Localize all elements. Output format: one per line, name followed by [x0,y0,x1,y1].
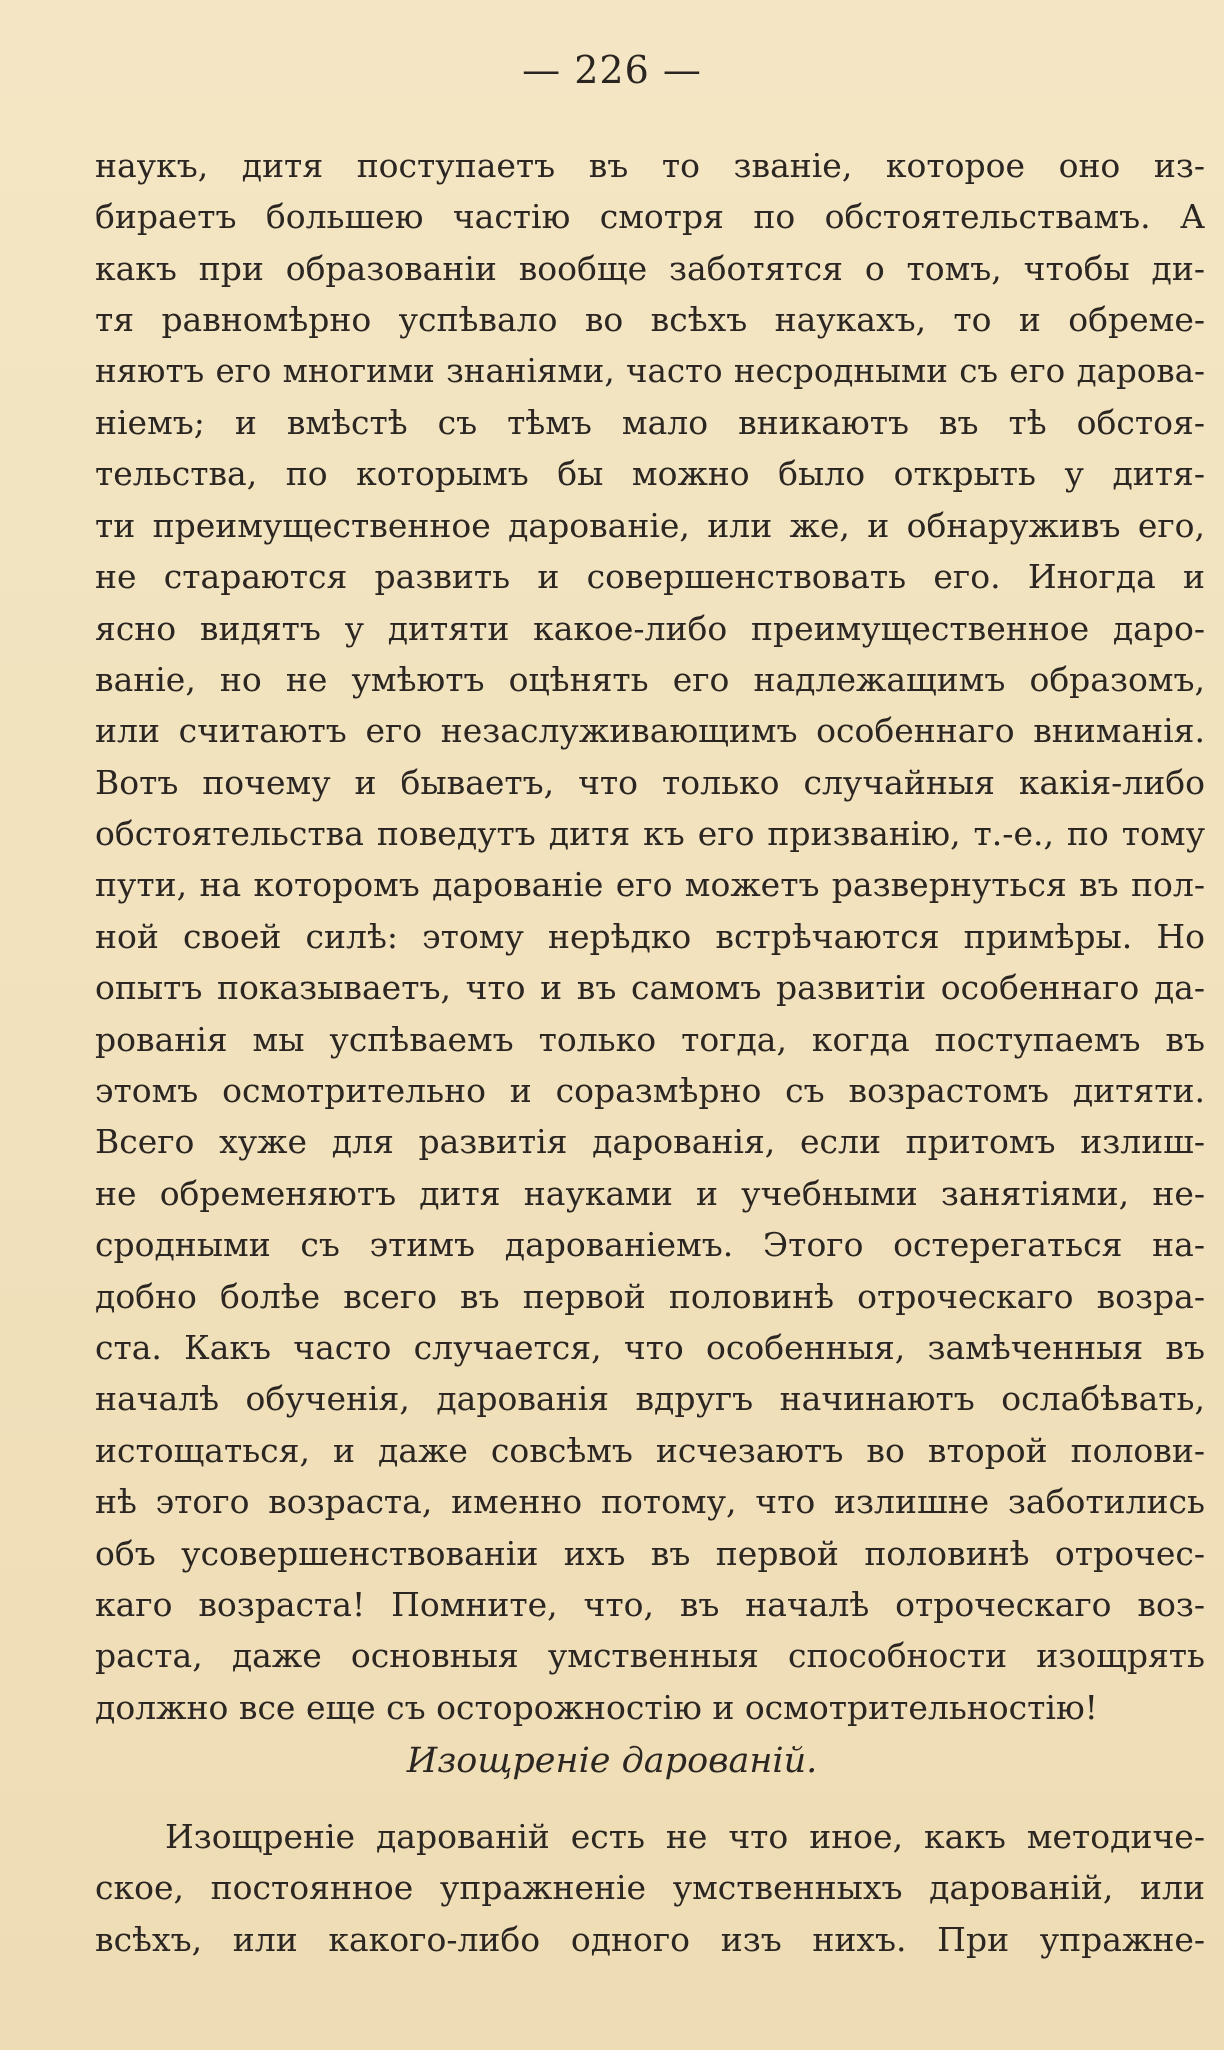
text-line: бираетъ большею частію смотря по обстоятельствамъ. А [95,197,1205,237]
text-line: рованія мы успѣваемъ только тогда, когда поступаемъ въ [95,1019,1205,1059]
section-text [95,1811,1205,1965]
text-line: истощаться, и даже совсѣмъ исчезаютъ во второй полови- [95,1430,1205,1470]
text-line: началѣ обученія, дарованія вдругъ начинаютъ ослабѣвать, [95,1379,1205,1419]
text-line: пути, на которомъ дарованіе его можетъ развернуться въ пол- [95,865,1205,905]
text-line: Изощреніе дарованій есть не что иное, какъ методиче- [165,1817,1205,1856]
text-line: не обременяютъ дитя науками и учебными занятіями, не- [95,1173,1205,1213]
text-line: всѣхъ, или какого-либо одного изъ нихъ. При упражне- [95,1919,1205,1959]
text-line: ста. Какъ часто случается, что особенныя, замѣченныя въ [95,1327,1205,1367]
text-line: раста, даже основныя умственныя способности изощрять [95,1636,1205,1676]
section-heading: Изощреніе дарованій. [406,1741,818,1781]
text-line: тя равномѣрно успѣвало во всѣхъ наукахъ, то и обреме- [95,300,1205,340]
text-line: не стараются развить и совершенствовать его. Иногда и [95,557,1205,597]
text-line: ское, постоянное упражненіе умственныхъ дарованій, или [95,1868,1205,1908]
text-line: обстоятельства поведутъ дитя къ его призванію, т.-е., по тому [95,814,1205,854]
text-line: няютъ его многими знаніями, часто несродными съ его дарова- [95,351,1205,390]
text-line: опытъ показываетъ, что и въ самомъ развитіи особеннаго да- [95,968,1205,1008]
text-line: Вотъ почему и бываетъ, что только случайныя какія-либо [95,762,1205,802]
text-line: наукъ, дитя поступаетъ въ то званіе, которое оно из- [95,146,1205,185]
text-line: или считаютъ его незаслуживающимъ особеннаго вниманія. [95,711,1205,751]
text-line: какъ при образованіи вообще заботятся о томъ, чтобы ди- [95,248,1205,288]
text-line: добно болѣе всего въ первой половинѣ отроческаго возра- [95,1276,1205,1316]
text-line: ваніе, но не умѣютъ оцѣнять его надлежащимъ образомъ, [95,659,1205,699]
text-line: ти преимущественное дарованіе, или же, и обнаруживъ его, [95,505,1205,545]
text-line: объ усовершенствованіи ихъ въ первой половинѣ отрочес- [95,1533,1205,1573]
text-line: каго возраста! Помните, что, въ началѣ отроческаго воз- [95,1584,1205,1624]
page-number: — 226 — [522,48,702,92]
body-text [95,140,1205,1733]
text-line: этомъ осмотрительно и соразмѣрно съ возрастомъ дитяти. [95,1071,1205,1111]
text-line: ной своей силѣ: этому нерѣдко встрѣчаются примѣры. Но [95,916,1205,956]
text-line: тельства, по которымъ бы можно было открыть у дитя- [95,454,1205,494]
text-line: ясно видятъ у дитяти какое-либо преимущественное даро- [95,608,1205,648]
text-line: сродными съ этимъ дарованіемъ. Этого остерегаться на- [95,1225,1205,1265]
text-line: должно все еще съ осторожностію и осмотрительностію! [95,1687,1098,1727]
text-line: нѣ этого возраста, именно потому, что излишне заботились [95,1482,1205,1522]
text-line: Всего хуже для развитія дарованія, если притомъ излиш- [95,1122,1205,1162]
text-line: ніемъ; и вмѣстѣ съ тѣмъ мало вникаютъ въ тѣ обстоя- [95,402,1205,442]
